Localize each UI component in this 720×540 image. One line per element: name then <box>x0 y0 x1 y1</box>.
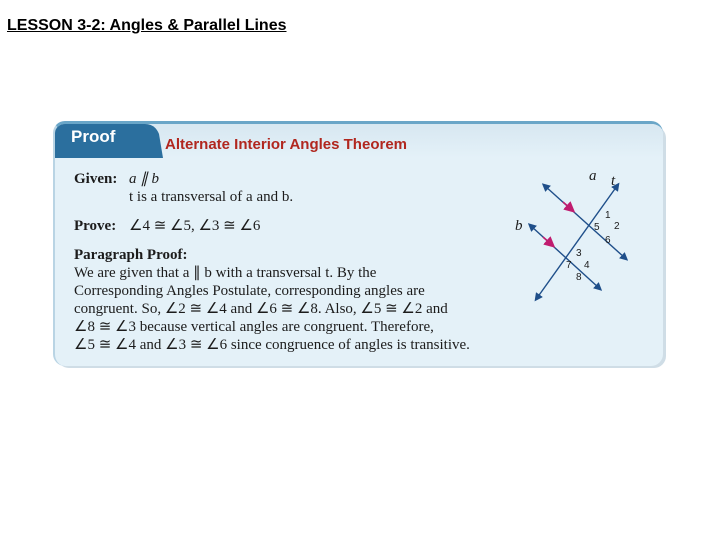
proof-line-4: ∠8 ≅ ∠3 because vertical angles are congruent. Therefore, <box>74 319 434 335</box>
proof-line-5: ∠5 ≅ ∠4 and ∠3 ≅ ∠6 since congruence of angles is transitive. <box>74 337 470 353</box>
line-label-t-text: t <box>611 173 616 189</box>
angle-3: 3 <box>576 248 582 259</box>
line-label-a: a <box>589 168 597 184</box>
angle-6: 6 <box>605 235 611 246</box>
given-line-1: a ∥ b <box>129 171 159 187</box>
angle-4: 4 <box>584 260 590 271</box>
given-line-2: t is a transversal of a and b. <box>129 189 294 205</box>
line-b <box>531 226 599 288</box>
angle-7: 7 <box>566 260 572 271</box>
proof-card <box>53 121 663 366</box>
parallel-arrow-b <box>543 237 551 244</box>
lesson-title: LESSON 3-2: Angles & Parallel Lines <box>7 17 287 34</box>
line-label-b: b <box>515 218 523 234</box>
angle-2: 2 <box>614 221 620 232</box>
angle-1: 1 <box>605 210 611 221</box>
given-label: Given: <box>74 171 118 187</box>
proof-line-2: Corresponding Angles Postulate, corresponding angles are <box>74 283 425 299</box>
theorem-title: Alternate Interior Angles Theorem <box>165 136 407 153</box>
parallel-arrow-a <box>563 202 571 209</box>
prove-label: Prove: <box>74 218 117 234</box>
prove-statement: ∠4 ≅ ∠5, ∠3 ≅ ∠6 <box>129 218 261 234</box>
line-a <box>545 186 625 258</box>
proof-tab <box>55 124 163 158</box>
angle-8: 8 <box>576 272 582 283</box>
paragraph-proof-label: Paragraph Proof: <box>74 247 188 263</box>
proof-line-1: We are given that a ∥ b with a transversal t. By the <box>74 265 377 281</box>
proof-label: Proof <box>71 127 116 146</box>
angle-5: 5 <box>594 222 600 233</box>
proof-line-3: congruent. So, ∠2 ≅ ∠4 and ∠6 ≅ ∠8. Also, ∠5 ≅ ∠2 and <box>74 301 448 317</box>
